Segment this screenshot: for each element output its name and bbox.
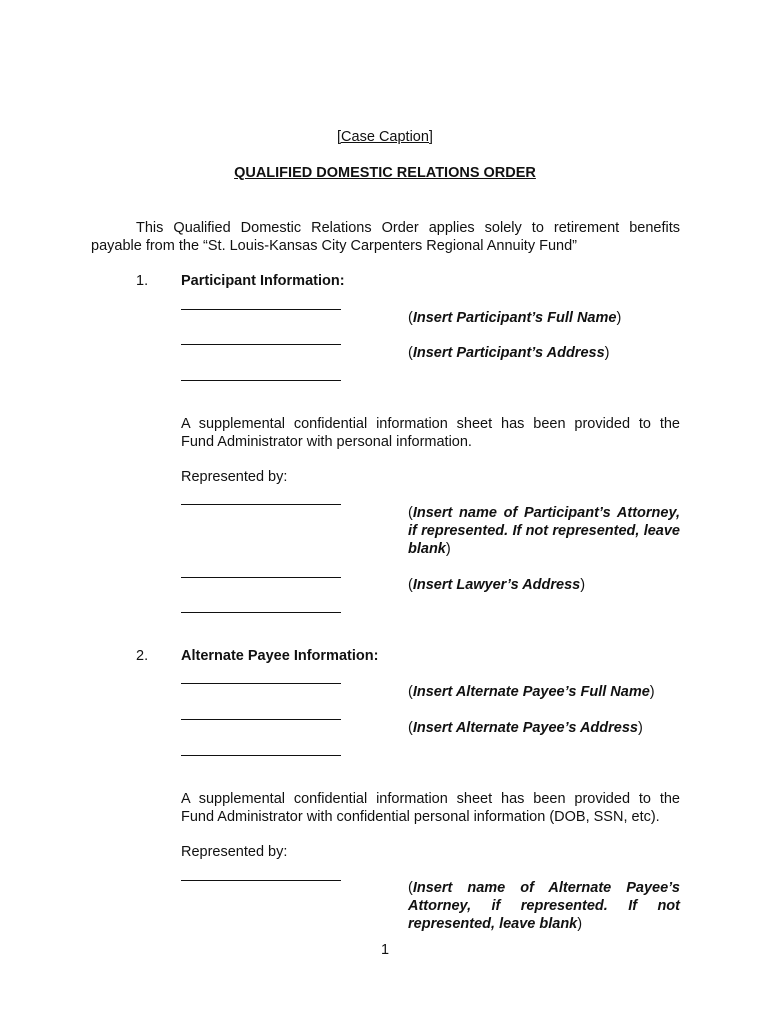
section-2-heading: Alternate Payee Information: (181, 648, 379, 664)
alternate-payee-address-line-2[interactable] (181, 755, 341, 756)
alternate-payee-attorney-hint: (Insert name of Alternate Payee’s Attorney, if represented. If not represented, leave blank) (408, 880, 680, 932)
section-2-number: 2. (136, 648, 149, 664)
intro-paragraph (91, 219, 680, 255)
intro-line-2: payable from the “St. Louis-Kansas City Carpenters Regional Annuity Fund” (91, 238, 577, 254)
participant-address-hint: (Insert Participant’s Address) (408, 345, 610, 361)
section-2-supplemental-note: A supplemental confidential information sheet has been provided to the Fund Administrator with confidential personal information (DOB, SSN, etc). (181, 791, 680, 825)
participant-name-hint: (Insert Participant’s Full Name) (408, 310, 622, 326)
document-title: QUALIFIED DOMESTIC RELATIONS ORDER (234, 165, 536, 181)
participant-address-line-1[interactable] (181, 344, 341, 345)
page-number: 1 (380, 942, 390, 958)
participant-attorney-line[interactable] (181, 504, 341, 505)
participant-address-line-2[interactable] (181, 380, 341, 381)
alternate-payee-name-hint: (Insert Alternate Payee’s Full Name) (408, 684, 655, 700)
section-1-supplemental-note: A supplemental confidential information sheet has been provided to the Fund Administrator with personal information. (181, 416, 680, 450)
participant-name-line[interactable] (181, 309, 341, 310)
alternate-payee-attorney-line[interactable] (181, 880, 341, 881)
alternate-payee-address-hint: (Insert Alternate Payee’s Address) (408, 720, 643, 736)
case-caption: [Case Caption] (337, 129, 433, 145)
lawyer-address-hint: (Insert Lawyer’s Address) (408, 577, 586, 593)
lawyer-address-line-2[interactable] (181, 612, 341, 613)
participant-attorney-hint: (Insert name of Participant’s Attorney, if represented. If not represented, leave blank) (408, 505, 680, 557)
lawyer-address-line-1[interactable] (181, 577, 341, 578)
intro-line-1: This Qualified Domestic Relations Order applies solely to retirement benefits (136, 220, 680, 236)
section-2-represented-by: Represented by: (181, 844, 288, 860)
alternate-payee-name-line[interactable] (181, 683, 341, 684)
section-1-represented-by: Represented by: (181, 469, 288, 485)
section-1-heading: Participant Information: (181, 273, 345, 289)
alternate-payee-address-line-1[interactable] (181, 719, 341, 720)
section-1-number: 1. (136, 273, 149, 289)
